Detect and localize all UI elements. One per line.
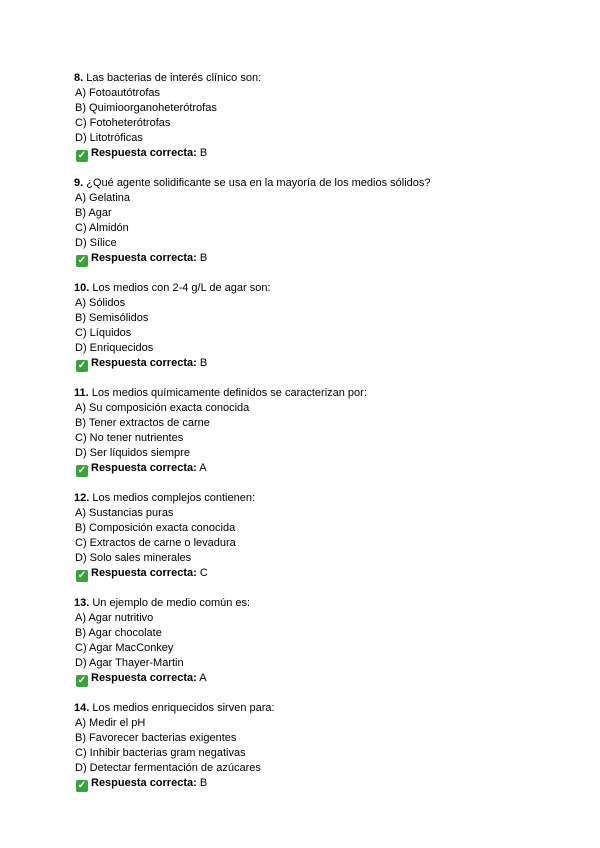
correct-answer: [74, 356, 554, 372]
answer-label: Respuesta correcta:: [91, 146, 197, 159]
answer-value: B: [199, 356, 208, 369]
check-mark-icon: ✓: [77, 149, 87, 161]
correct-answer: [74, 566, 554, 582]
answer-value: B: [199, 776, 208, 789]
question-number: 12.: [74, 492, 90, 505]
question-list: [74, 71, 554, 806]
option-b: B) Composición exacta conocida: [75, 521, 236, 534]
option-a: A) Sustancias puras: [75, 507, 174, 520]
question-stem: [74, 71, 554, 86]
question-text: Los medios químicamente definidos se caracterizan por:: [91, 387, 367, 400]
answer-value: B: [199, 251, 208, 264]
option-b: B) Favorecer bacterias exigentes: [75, 732, 237, 744]
check-mark-icon: ✓: [77, 254, 87, 266]
option-a: A) Sólidos: [75, 296, 126, 309]
option-d: D) Sílice: [75, 236, 117, 249]
option-d: D) Agar Thayer-Martin: [75, 656, 184, 669]
answer-label: Respuesta correcta:: [91, 671, 197, 684]
option-c: C) Fotoheterótrofas: [75, 116, 171, 129]
question-13: [74, 596, 554, 687]
question-text: Las bacterias de interés clínico son:: [86, 72, 262, 84]
correct-answer: [74, 671, 554, 687]
option-d: D) Litotróficas: [75, 131, 143, 144]
option-b: B) Quimioorganoheterótrofas: [75, 101, 217, 114]
answer-label: Respuesta correcta:: [91, 776, 197, 789]
question-14: [74, 701, 554, 792]
answer-value: A: [199, 671, 207, 684]
answer-label: Respuesta correcta:: [91, 566, 197, 579]
question-text: Los medios con 2-4 g/L de agar son:: [92, 282, 271, 295]
option-c: C) Inhibir bacterias gram negativas: [75, 746, 246, 759]
question-number: 11.: [74, 387, 89, 400]
option-b: B) Agar chocolate: [75, 626, 162, 639]
answer-label: Respuesta correcta:: [91, 251, 197, 264]
check-mark-icon: ✓: [77, 464, 87, 476]
question-11: [74, 386, 554, 477]
option-a: A) Agar nutritivo: [75, 612, 154, 625]
option-d: D) Enriquecidos: [75, 341, 154, 354]
question-number: 13.: [74, 597, 90, 610]
answer-value: C: [199, 566, 208, 579]
correct-answer: [74, 461, 554, 477]
option-b: B) Tener extractos de carne: [75, 416, 210, 429]
option-c: C) Líquidos: [75, 326, 132, 339]
question-8: [74, 71, 554, 162]
option-c: C) Agar MacConkey: [75, 641, 174, 654]
answer-label: Respuesta correcta:: [91, 461, 197, 474]
option-d: D) Ser líquidos siempre: [75, 446, 190, 459]
option-a: A) Fotoautótrofas: [75, 86, 160, 99]
option-d: D) Solo sales minerales: [75, 551, 192, 564]
answer-label: Respuesta correcta:: [91, 356, 197, 369]
option-a: A) Su composición exacta conocida: [75, 402, 250, 414]
question-text: Un ejemplo de medio común es:: [92, 597, 251, 610]
question-text: Los medios complejos contienen:: [92, 492, 256, 505]
option-a: A) Medir el pH: [75, 717, 146, 730]
question-stem: [74, 491, 554, 506]
question-stem: [74, 596, 554, 611]
option-c: C) No tener nutrientes: [75, 431, 184, 444]
question-number: 8.: [74, 72, 84, 84]
check-mark-icon: ✓: [77, 674, 87, 686]
answer-value: A: [199, 461, 207, 474]
check-mark-icon: ✓: [77, 359, 87, 371]
option-d: D) Detectar fermentación de azúcares: [75, 761, 261, 774]
option-c: C) Almidón: [75, 221, 129, 234]
question-10: [74, 281, 554, 372]
check-mark-icon: ✓: [77, 779, 87, 791]
question-stem: [74, 701, 554, 716]
question-stem: [74, 281, 554, 296]
correct-answer: [74, 146, 554, 162]
option-c: C) Extractos de carne o levadura: [75, 536, 236, 549]
question-text: ¿Qué agente solidificante se usa en la mayoría de los medios sólidos?: [86, 177, 431, 190]
option-b: B) Semisólidos: [75, 311, 149, 324]
answer-value: B: [199, 146, 208, 159]
question-text: Los medios enriquecidos sirven para:: [92, 702, 275, 715]
correct-answer: [74, 251, 554, 267]
check-mark-icon: ✓: [77, 569, 87, 581]
correct-answer: [74, 776, 554, 792]
question-12: [74, 491, 554, 582]
question-number: 9.: [74, 177, 84, 190]
question-number: 14.: [74, 702, 90, 715]
option-a: A) Gelatina: [75, 191, 131, 204]
question-stem: [74, 386, 554, 401]
question-stem: [74, 176, 554, 191]
question-9: [74, 176, 554, 267]
option-b: B) Agar: [75, 206, 112, 219]
question-number: 10.: [74, 282, 90, 295]
